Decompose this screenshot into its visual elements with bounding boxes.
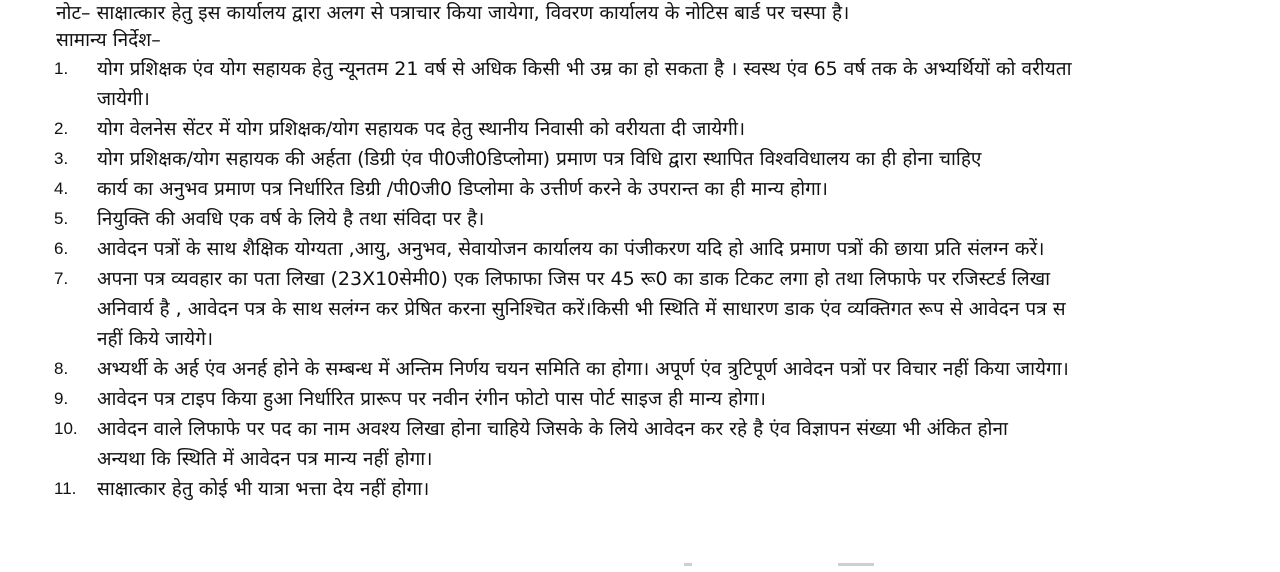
list-item-line: कार्य का अनुभव प्रमाण पत्र निर्धारित डिग्री /पी0जी0 डिप्लोमा के उत्तीर्ण करने के उपरान्त का ही मान्य होगा।	[97, 178, 828, 200]
cropped-text-fragment	[838, 563, 874, 566]
cropped-text-fragment	[684, 563, 692, 566]
list-item-number: 2.	[54, 119, 69, 138]
list-item-line: अन्यथा कि स्थिति में आवेदन पत्र मान्य नहीं होगा।	[97, 448, 433, 470]
list-item-number: 7.	[54, 269, 69, 288]
list-item-text	[97, 474, 1280, 504]
list-item	[0, 384, 1280, 414]
list-item-text	[97, 54, 1280, 114]
list-item	[0, 354, 1280, 384]
note-line: नोट– साक्षात्कार हेतु इस कार्यालय द्वारा अलग से पत्राचार किया जायेगा, विवरण कार्यालय के नोटिस बार्ड पर चस्पा है।	[56, 2, 850, 24]
list-item-line: साक्षात्कार हेतु कोई भी यात्रा भत्ता देय नहीं होगा।	[97, 478, 430, 500]
list-item	[0, 174, 1280, 204]
list-item-line: अपना पत्र व्यवहार का पता लिखा (23X10सेमी0) एक लिफाफा जिस पर 45 रू0 का डाक टिकट लगा हो तथा लिफाफे पर रजिस्टर्ड लिखा	[97, 268, 1051, 290]
list-item	[0, 144, 1280, 174]
list-item-text	[97, 354, 1280, 384]
list-item-line: योग वेलनेस सेंटर में योग प्रशिक्षक/योग सहायक पद हेतु स्थानीय निवासी को वरीयता दी जायेगी।	[97, 118, 746, 140]
list-item-text	[97, 414, 1280, 474]
list-item-number: 4.	[54, 179, 69, 198]
list-item-number: 5.	[54, 209, 69, 228]
list-item-text	[97, 204, 1280, 234]
list-item-number: 3.	[54, 149, 69, 168]
list-item-number: 9.	[54, 389, 69, 408]
list-item	[0, 234, 1280, 264]
list-item-number: 11.	[54, 479, 77, 498]
list-item-number: 8.	[54, 359, 69, 378]
list-item-line: आवेदन वाले लिफाफे पर पद का नाम अवश्य लिखा होना चाहिये जिसके के लिये आवेदन कर रहे है एंव विज्ञापन संख्या भी अंकित होना	[97, 418, 1008, 440]
general-instructions-heading: सामान्य निर्देश–	[56, 29, 161, 51]
list-item	[0, 264, 1280, 354]
list-item	[0, 114, 1280, 144]
list-item-line: आवेदन पत्र टाइप किया हुआ निर्धारित प्रारूप पर नवीन रंगीन फोटो पास पोर्ट साइज ही मान्य होगा।	[97, 388, 766, 410]
list-item	[0, 54, 1280, 114]
list-item-text	[97, 144, 1280, 174]
list-item	[0, 414, 1280, 474]
list-item-text	[97, 114, 1280, 144]
list-item-text	[97, 174, 1280, 204]
list-item-line: अनिवार्य है , आवेदन पत्र के साथ सलंग्न कर प्रेषित करना सुनिश्चित करें।किसी भी स्थिति में साधारण डाक एंव व्यक्तिगत रूप से आवेदन पत्र स	[97, 298, 1066, 320]
instructions-list	[0, 54, 1280, 504]
list-item-text	[97, 384, 1280, 414]
list-item-text	[97, 234, 1280, 264]
list-item-line: नहीं किये जायेगे।	[97, 328, 214, 350]
list-item-number: 1.	[54, 59, 69, 78]
list-item-line: अभ्यर्थी के अर्ह एंव अनर्ह होने के सम्बन्ध में अन्तिम निर्णय चयन समिति का होगा। अपूर्ण एंव त्रुटिपूर्ण आवेदन पत्रों पर विचार नहीं किया जायेगा।	[97, 358, 1069, 380]
list-item-line: नियुक्ति की अवधि एक वर्ष के लिये है तथा संविदा पर है।	[97, 208, 485, 230]
list-item	[0, 474, 1280, 504]
list-item-number: 10.	[54, 419, 78, 438]
list-item-line: जायेगी।	[97, 88, 150, 110]
list-item-line: योग प्रशिक्षक/योग सहायक की अर्हता (डिग्री एंव पी0जी0डिप्लोमा) प्रमाण पत्र विधि द्वारा स्थापित विश्वविधालय का ही होना चाहिए	[97, 148, 982, 170]
list-item-number: 6.	[54, 239, 69, 258]
list-item	[0, 204, 1280, 234]
list-item-text	[97, 264, 1280, 354]
list-item-line: योग प्रशिक्षक एंव योग सहायक हेतु न्यूनतम 21 वर्ष से अधिक किसी भी उम्र का हो सकता है । स्वस्थ एंव 65 वर्ष तक के अभ्यर्थियों को वरीयता	[97, 58, 1072, 80]
list-item-line: आवेदन पत्रों के साथ शैक्षिक योग्यता ,आयु, अनुभव, सेवायोजन कार्यालय का पंजीकरण यदि हो आदि प्रमाण पत्रों की छाया प्रति संलग्न करें।	[97, 238, 1045, 260]
